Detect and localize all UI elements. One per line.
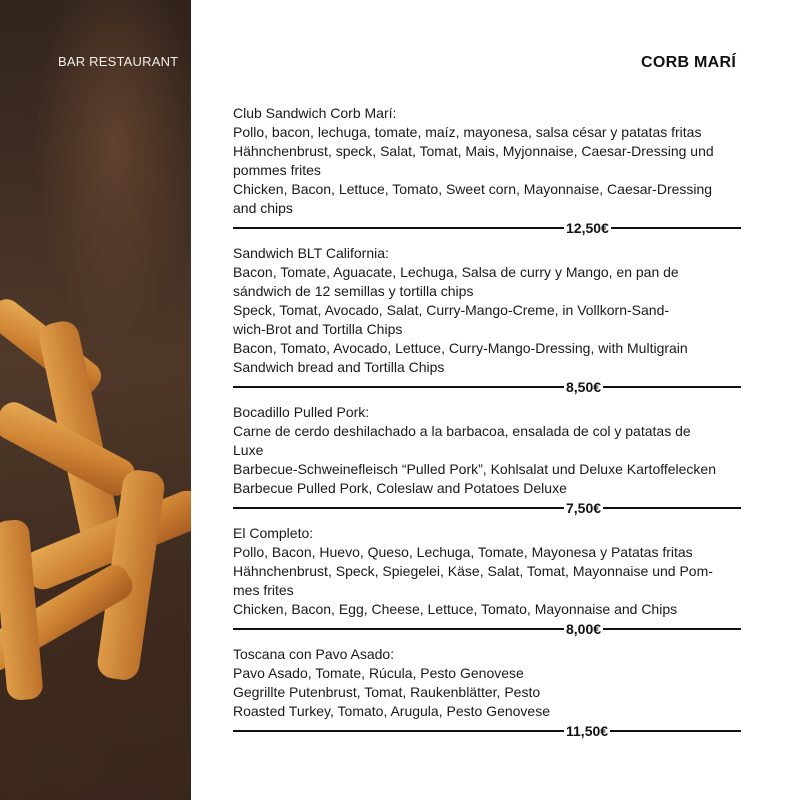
restaurant-name: CORB MARÍ — [641, 54, 737, 71]
item-description-es: Luxe — [233, 442, 264, 458]
item-description-es: Pavo Asado, Tomate, Rúcula, Pesto Genovese — [233, 665, 524, 681]
item-description-en: Roasted Turkey, Tomato, Arugula, Pesto Genovese — [233, 703, 550, 719]
item-description-de: Speck, Tomat, Avocado, Salat, Curry-Mango-Creme, in Vollkorn-Sand- — [233, 302, 670, 318]
item-price: 12,50€ — [566, 220, 609, 236]
item-description-en: and chips — [233, 200, 293, 216]
item-description-de: Barbecue-Schweinefleisch “Pulled Pork”, Kohlsalat und Deluxe Kartoffelecken — [233, 461, 717, 477]
item-description-de: Hähnchenbrust, Speck, Spiegelei, Käse, Salat, Tomat, Mayonnaise und Pom- — [233, 563, 713, 579]
price-row — [233, 619, 741, 639]
item-description-de: wich-Brot and Tortilla Chips — [233, 321, 403, 337]
menu-item — [233, 244, 741, 397]
divider-line — [233, 227, 564, 229]
item-description-en: Bacon, Tomato, Avocado, Lettuce, Curry-Mango-Dressing, with Multigrain — [233, 340, 688, 356]
item-description-es: Pollo, Bacon, Huevo, Queso, Lechuga, Tomate, Mayonesa y Patatas fritas — [233, 544, 693, 560]
item-price: 8,00€ — [566, 621, 602, 637]
menu-item — [233, 104, 741, 238]
item-price: 11,50€ — [566, 723, 609, 739]
item-title: El Completo: — [233, 525, 314, 541]
item-description-es: Carne de cerdo deshilachado a la barbacoa, ensalada de col y patatas de — [233, 423, 691, 439]
item-description-es: sándwich de 12 semillas y tortilla chips — [233, 283, 474, 299]
divider-line — [603, 628, 741, 630]
price-row — [233, 218, 741, 238]
divider-line — [233, 730, 564, 732]
item-description-en: Chicken, Bacon, Egg, Cheese, Lettuce, Tomato, Mayonnaise and Chips — [233, 601, 678, 617]
item-description-en: Barbecue Pulled Pork, Coleslaw and Potatoes Deluxe — [233, 480, 567, 496]
menu-item — [233, 645, 741, 741]
bar-restaurant-label: BAR RESTAURANT — [58, 54, 179, 69]
fries-image — [0, 0, 191, 800]
item-title: Bocadillo Pulled Pork: — [233, 404, 370, 420]
item-title: Sandwich BLT California: — [233, 245, 389, 261]
divider-line — [233, 507, 564, 509]
item-description-es: Bacon, Tomate, Aguacate, Lechuga, Salsa de curry y Mango, en pan de — [233, 264, 679, 280]
item-description-de: Hähnchenbrust, speck, Salat, Tomat, Mais, Myjonnaise, Caesar-Dressing und — [233, 143, 714, 159]
side-photo — [0, 0, 191, 800]
price-row — [233, 377, 741, 397]
divider-line — [610, 730, 741, 732]
menu-list — [233, 104, 741, 747]
menu-item — [233, 403, 741, 518]
item-price: 7,50€ — [566, 500, 602, 516]
item-description-de: Gegrillte Putenbrust, Tomat, Raukenblätter, Pesto — [233, 684, 541, 700]
divider-line — [603, 507, 741, 509]
item-description-de: pommes frites — [233, 162, 321, 178]
item-description-en: Sandwich bread and Tortilla Chips — [233, 359, 445, 375]
menu-item — [233, 524, 741, 639]
item-title: Toscana con Pavo Asado: — [233, 646, 395, 662]
item-price: 8,50€ — [566, 379, 602, 395]
divider-line — [233, 628, 564, 630]
item-description-en: Chicken, Bacon, Lettuce, Tomato, Sweet corn, Mayonnaise, Caesar-Dressing — [233, 181, 713, 197]
price-row — [233, 721, 741, 741]
item-description-es: Pollo, bacon, lechuga, tomate, maíz, mayonesa, salsa césar y patatas fritas — [233, 124, 702, 140]
divider-line — [233, 386, 564, 388]
item-title: Club Sandwich Corb Marí: — [233, 105, 397, 121]
divider-line — [603, 386, 741, 388]
price-row — [233, 498, 741, 518]
divider-line — [611, 227, 741, 229]
item-description-de: mes frites — [233, 582, 294, 598]
